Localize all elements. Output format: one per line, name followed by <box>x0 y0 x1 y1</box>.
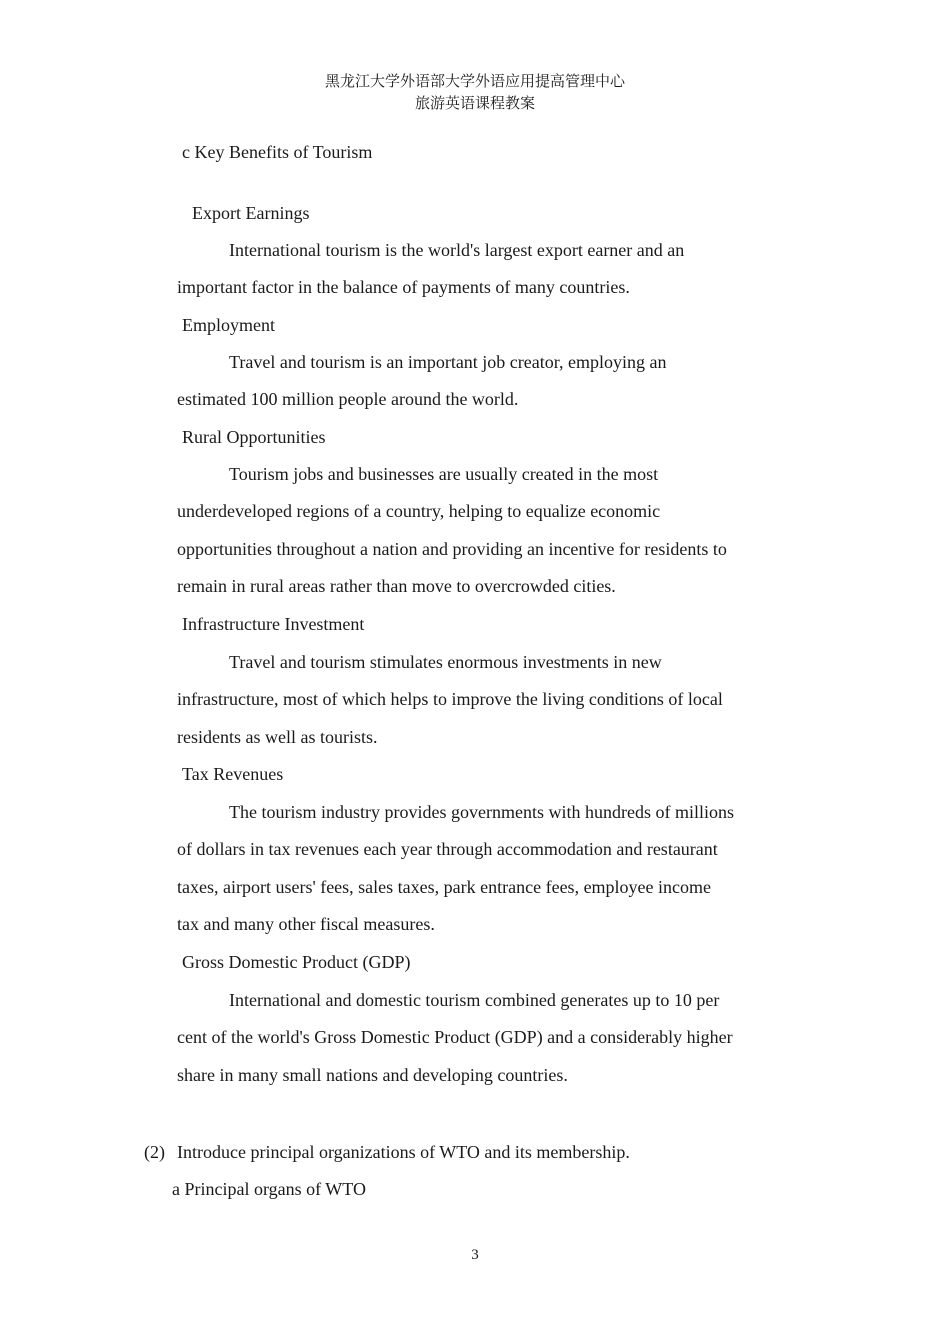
benefit-line: underdeveloped regions of a country, helping to equalize economic <box>177 501 661 521</box>
benefit-line: estimated 100 million people around the world. <box>177 389 519 409</box>
benefit-line: Travel and tourism is an important job creator, employing an <box>229 352 667 372</box>
benefit-heading: Tax Revenues <box>182 764 284 784</box>
benefit-heading: Export Earnings <box>192 203 310 223</box>
benefit-line: taxes, airport users' fees, sales taxes, park entrance fees, employee income <box>177 877 712 897</box>
item-number: (2) <box>144 1142 165 1162</box>
benefit-line: important factor in the balance of payments of many countries. <box>177 277 630 297</box>
header-line-2: 旅游英语课程教案 <box>414 94 535 112</box>
section-c-title: c Key Benefits of Tourism <box>182 142 373 162</box>
benefit-heading: Gross Domestic Product (GDP) <box>182 952 411 972</box>
benefit-line: International tourism is the world's largest export earner and an <box>229 240 685 260</box>
page-number: 3 <box>471 1247 479 1263</box>
subsection-a: a Principal organs of WTO <box>172 1179 366 1199</box>
benefit-line: residents as well as tourists. <box>177 727 378 747</box>
benefit-line: The tourism industry provides governments with hundreds of millions <box>229 802 734 822</box>
benefit-heading: Employment <box>182 315 275 335</box>
benefit-heading: Infrastructure Investment <box>182 614 365 634</box>
benefit-line: share in many small nations and developing countries. <box>177 1065 568 1085</box>
benefit-line: of dollars in tax revenues each year through accommodation and restaurant <box>177 839 718 859</box>
benefit-line: remain in rural areas rather than move to overcrowded cities. <box>177 576 616 596</box>
benefit-line: opportunities throughout a nation and providing an incentive for residents to <box>177 539 727 559</box>
benefit-line: Travel and tourism stimulates enormous investments in new <box>229 652 662 672</box>
item-text: Introduce principal organizations of WTO and its membership. <box>177 1142 630 1162</box>
page-header <box>0 70 950 114</box>
benefit-line: infrastructure, most of which helps to improve the living conditions of local <box>177 689 723 709</box>
benefit-line: tax and many other fiscal measures. <box>177 914 435 934</box>
header-line-1: 黑龙江大学外语部大学外语应用提高管理中心 <box>324 72 625 90</box>
benefit-line: International and domestic tourism combined generates up to 10 per <box>229 990 720 1010</box>
benefit-heading: Rural Opportunities <box>182 427 326 447</box>
benefit-line: Tourism jobs and businesses are usually created in the most <box>229 464 659 484</box>
benefit-line: cent of the world's Gross Domestic Product (GDP) and a considerably higher <box>177 1027 733 1047</box>
